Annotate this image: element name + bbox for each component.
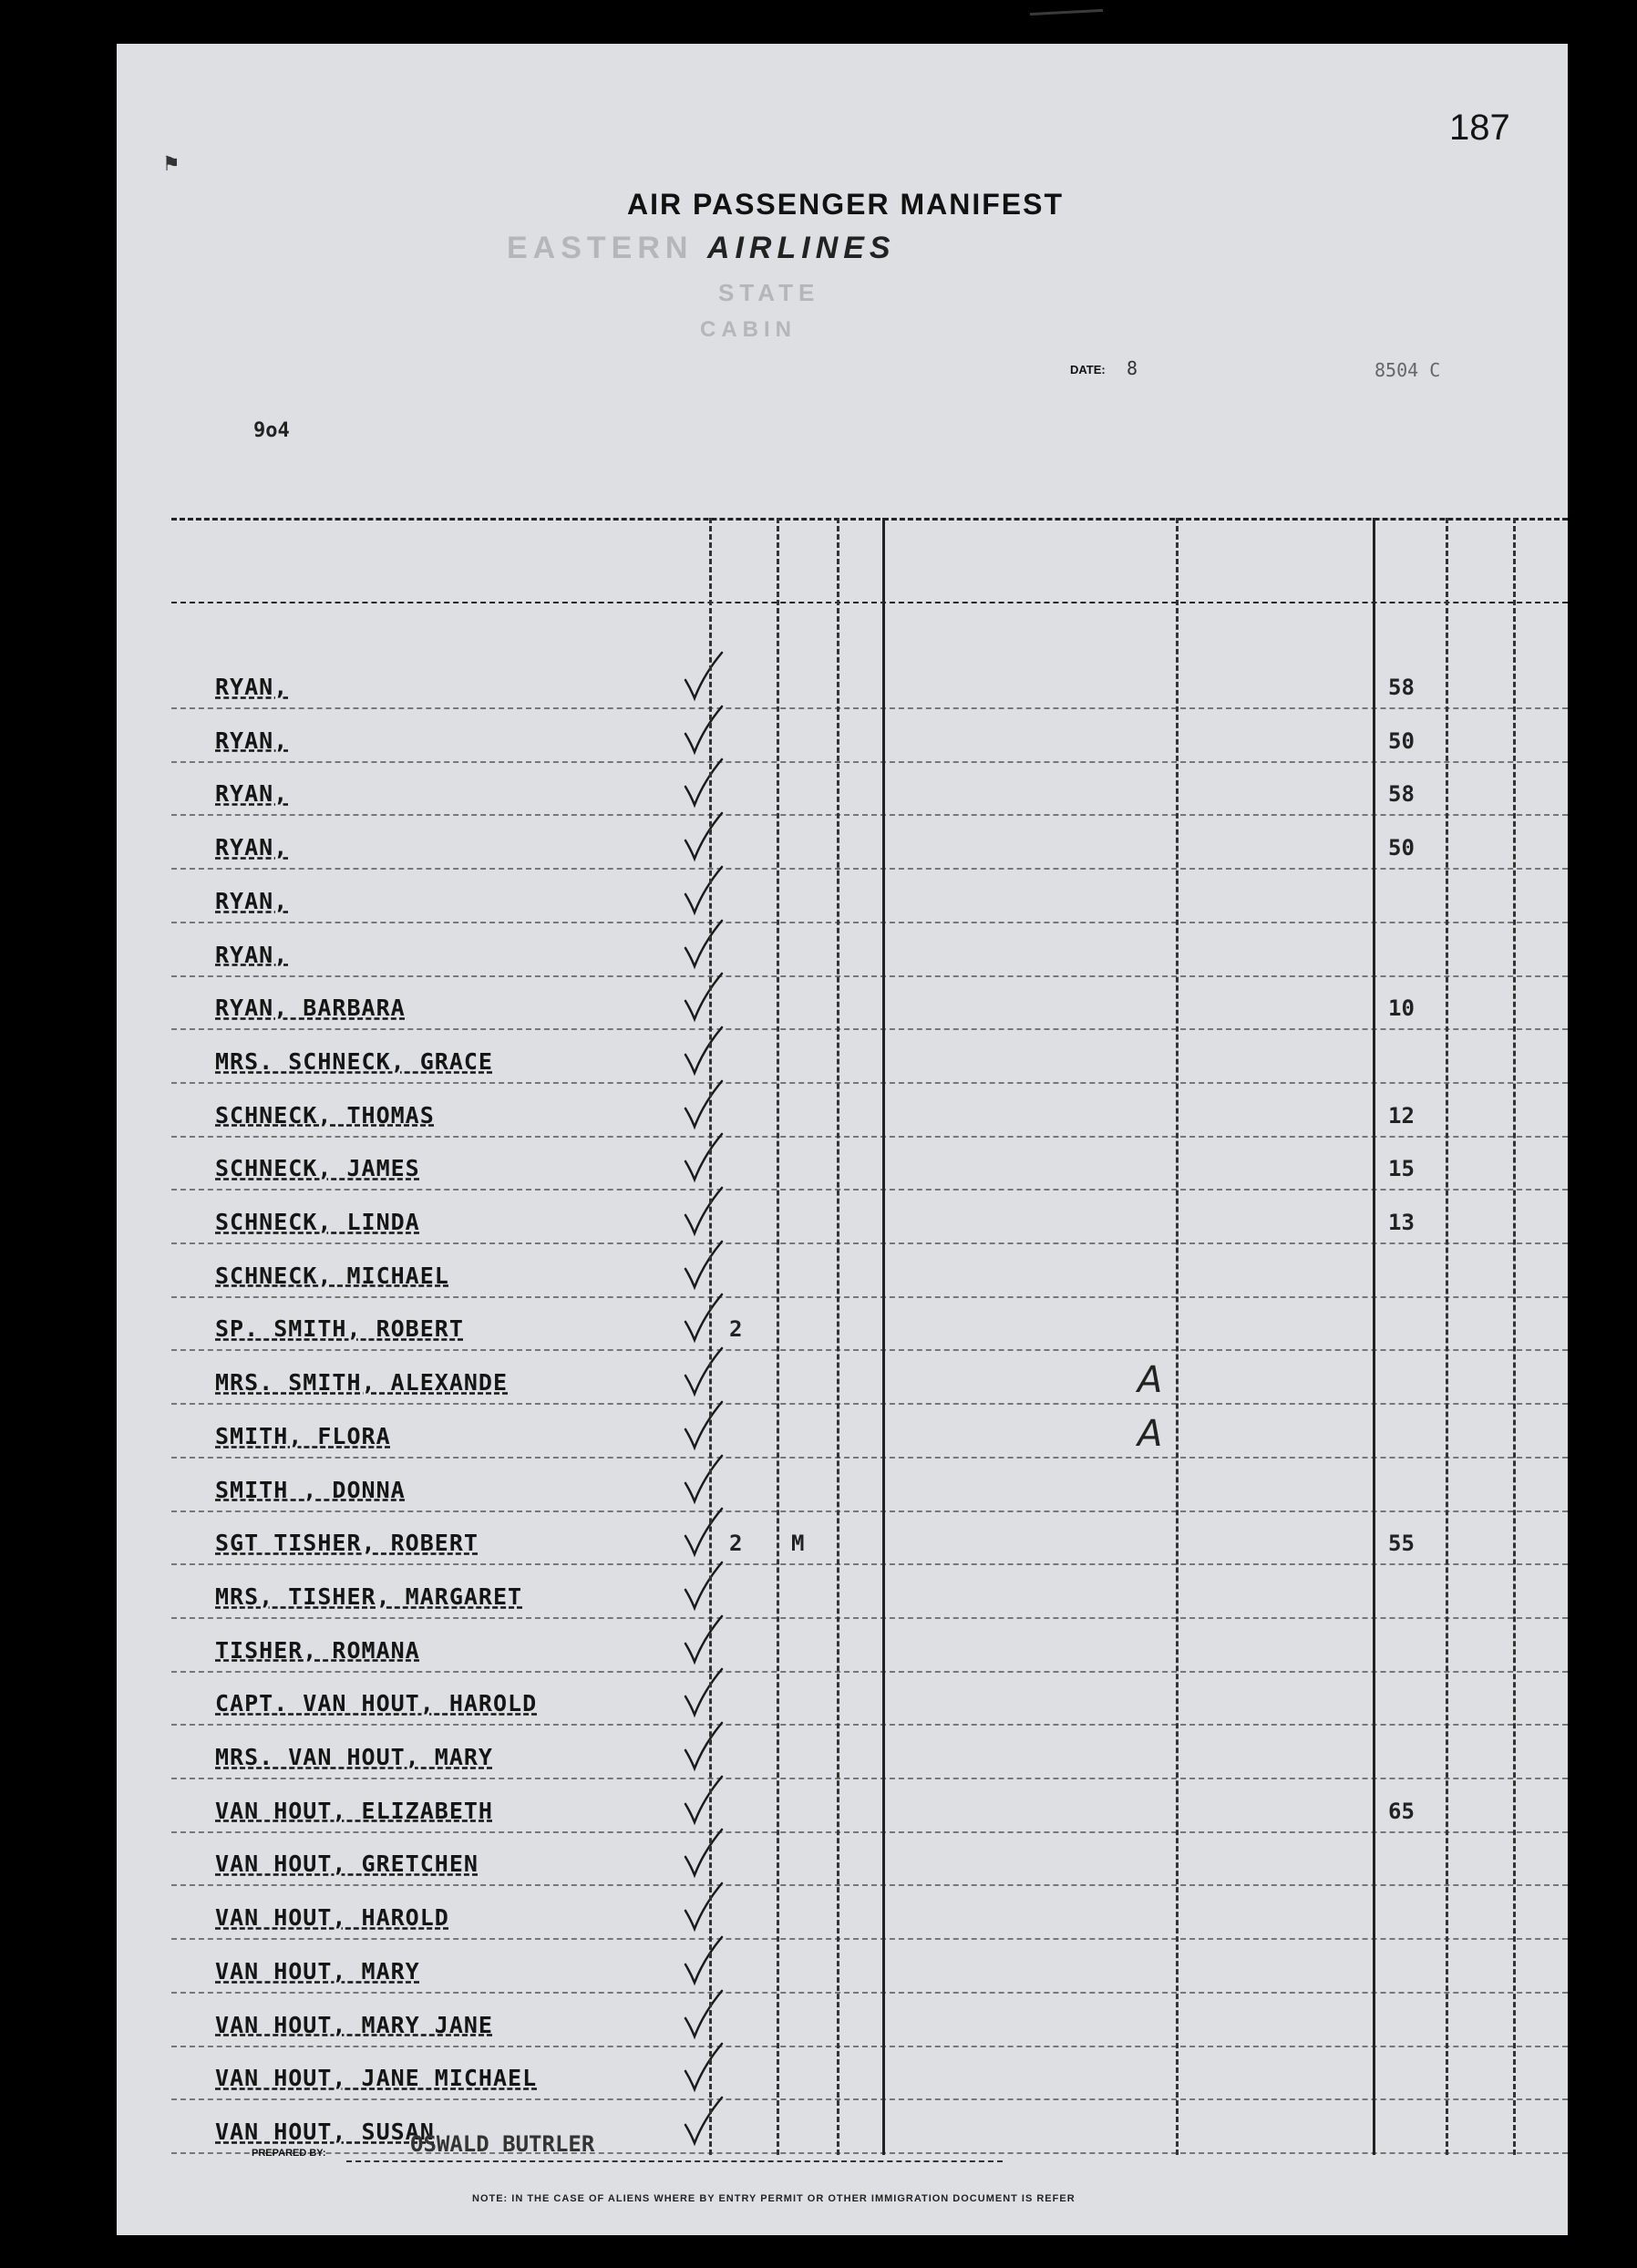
- checkmark-icon: [682, 703, 724, 758]
- table-row: [117, 2047, 1568, 2100]
- checkmark-icon: [682, 970, 724, 1025]
- row-separator: [171, 707, 1568, 709]
- passenger-name: RYAN,: [215, 674, 289, 700]
- table-row: [117, 1620, 1568, 1673]
- row-separator: [171, 868, 1568, 870]
- passenger-sex: M: [791, 1531, 805, 1557]
- handwritten-annotation: A: [1138, 1359, 1163, 1402]
- passenger-name: SMITH , DONNA: [215, 1476, 406, 1503]
- passenger-weight: 12: [1388, 1102, 1415, 1129]
- passenger-name: VAN HOUT, ELIZABETH: [215, 1797, 493, 1824]
- table-row: [117, 1191, 1568, 1244]
- row-separator: [171, 2098, 1568, 2100]
- prepared-by-line: [346, 2160, 1003, 2162]
- manifest-title: AIR PASSENGER MANIFEST: [627, 188, 1064, 221]
- row-separator: [171, 1724, 1568, 1726]
- passenger-weight: 50: [1388, 835, 1415, 861]
- passenger-weight: 58: [1388, 781, 1415, 808]
- checkmark-icon: [682, 1452, 724, 1507]
- row-separator: [171, 1028, 1568, 1030]
- page-number: 187: [1449, 108, 1510, 148]
- checkmark-icon: [682, 1398, 724, 1453]
- column-rule: [882, 518, 885, 2155]
- table-row: [117, 871, 1568, 923]
- table-row: [117, 1512, 1568, 1565]
- table-row: [117, 817, 1568, 870]
- row-separator: [171, 2152, 1568, 2154]
- passenger-weight: 65: [1388, 1798, 1415, 1824]
- row-separator: [171, 975, 1568, 977]
- passenger-name: VAN HOUT, JANE MICHAEL: [215, 2065, 538, 2092]
- passenger-weight: 10: [1388, 995, 1415, 1022]
- row-separator: [171, 1082, 1568, 1084]
- table-row: [117, 2101, 1568, 2154]
- table-row: [117, 1298, 1568, 1351]
- row-separator: [171, 1189, 1568, 1191]
- passenger-age: 2: [729, 1531, 743, 1557]
- table-row: [117, 1673, 1568, 1726]
- passenger-name: MRS. VAN HOUT, MARY: [215, 1744, 493, 1770]
- passenger-name: MRS. SCHNECK, GRACE: [215, 1047, 493, 1075]
- checkmark-icon: [682, 1184, 724, 1239]
- date-label: DATE:: [1070, 363, 1106, 376]
- checkmark-icon: [682, 649, 724, 704]
- row-separator: [171, 1671, 1568, 1673]
- checkmark-icon: [682, 863, 724, 918]
- passenger-name: SGT TISHER, ROBERT: [215, 1530, 479, 1557]
- passenger-name: RYAN,: [215, 727, 289, 754]
- passenger-name: RYAN,: [215, 780, 289, 808]
- row-separator: [171, 1938, 1568, 1940]
- table-row: [117, 1352, 1568, 1405]
- table-row: [117, 1941, 1568, 1994]
- prepared-by-name: OSWALD BUTRLER: [410, 2131, 595, 2157]
- passenger-name: CAPT. VAN HOUT, HAROLD: [215, 1690, 538, 1717]
- row-separator: [171, 1563, 1568, 1565]
- passenger-weight: 58: [1388, 675, 1415, 700]
- checkmark-icon: [682, 1505, 724, 1560]
- checkmark-icon: [682, 1238, 724, 1293]
- date-value: 8: [1127, 357, 1138, 379]
- table-row: [117, 1833, 1568, 1886]
- table-row: [117, 1406, 1568, 1459]
- table-row: [117, 1459, 1568, 1512]
- checkmark-icon: [682, 1719, 724, 1774]
- row-separator: [171, 1617, 1568, 1619]
- passenger-name: TISHER, ROMANA: [215, 1636, 420, 1664]
- checkmark-icon: [682, 1077, 724, 1132]
- airline-faded: EASTERN: [507, 231, 694, 265]
- checkmark-icon: [682, 809, 724, 864]
- passenger-name: VAN HOUT, GRETCHEN: [215, 1850, 479, 1878]
- column-rule: [1446, 518, 1448, 2155]
- passenger-name: VAN HOUT, HAROLD: [215, 1904, 449, 1932]
- passenger-name: VAN HOUT, SUSAN: [215, 2118, 435, 2145]
- row-separator: [171, 1136, 1568, 1138]
- column-rule: [1513, 518, 1516, 2155]
- table-row: [117, 924, 1568, 977]
- row-separator: [171, 1457, 1568, 1459]
- row-separator: [171, 814, 1568, 816]
- passenger-weight: 13: [1388, 1210, 1415, 1235]
- airline-strong: AIRLINES: [706, 231, 896, 265]
- table-row: [117, 763, 1568, 816]
- header-rule-top: [171, 518, 1568, 521]
- checkmark-icon: [682, 917, 724, 972]
- column-rule: [1176, 518, 1179, 2155]
- row-separator: [171, 1242, 1568, 1244]
- row-separator: [171, 2046, 1568, 2047]
- passenger-name: MRS, TISHER, MARGARET: [215, 1582, 523, 1610]
- checkmark-icon: [682, 1773, 724, 1828]
- checkmark-icon: [682, 1345, 724, 1399]
- table-row: [117, 1245, 1568, 1298]
- checkmark-icon: [682, 1024, 724, 1078]
- checkmark-icon: [682, 1665, 724, 1720]
- passenger-name: SMITH, FLORA: [215, 1422, 391, 1449]
- row-separator: [171, 761, 1568, 763]
- checkmark-icon: [682, 1291, 724, 1345]
- passenger-name: SCHNECK, LINDA: [215, 1209, 420, 1235]
- table-header: [171, 518, 1568, 602]
- table-row: [117, 1780, 1568, 1833]
- origin-state: STATE: [718, 279, 820, 306]
- column-rule: [777, 518, 779, 2155]
- passenger-weight: 15: [1388, 1156, 1415, 1182]
- column-rule: [709, 518, 712, 2155]
- column-rule: [837, 518, 839, 2155]
- passenger-name: RYAN,: [215, 941, 289, 968]
- table-row: [117, 1887, 1568, 1940]
- passenger-weight: 55: [1388, 1531, 1415, 1557]
- airline-name: [507, 231, 896, 266]
- passenger-age: 2: [729, 1316, 743, 1343]
- table-row: [117, 977, 1568, 1030]
- flag-icon: ⚑: [162, 152, 180, 175]
- checkmark-icon: [682, 756, 724, 810]
- row-separator: [171, 1349, 1568, 1351]
- checkmark-icon: [682, 2040, 724, 2095]
- checkmark-icon: [682, 1130, 724, 1185]
- row-separator: [171, 922, 1568, 923]
- table-row: [117, 656, 1568, 709]
- passenger-name: SCHNECK, THOMAS: [215, 1101, 435, 1129]
- row-separator: [171, 1510, 1568, 1512]
- table-row: [117, 1727, 1568, 1779]
- passenger-name: SCHNECK, MICHAEL: [215, 1262, 449, 1289]
- table-row: [117, 1031, 1568, 1084]
- checkmark-icon: [682, 2094, 724, 2149]
- passenger-name: MRS. SMITH, ALEXANDE: [215, 1369, 509, 1397]
- header-rule-bottom: [171, 602, 1568, 603]
- passenger-name: RYAN, BARBARA: [215, 995, 406, 1022]
- handwritten-annotation: A: [1138, 1412, 1163, 1455]
- passenger-name: SCHNECK, JAMES: [215, 1155, 420, 1182]
- column-rule: [1373, 518, 1375, 2155]
- agency-header: [162, 153, 381, 175]
- row-separator: [171, 1403, 1568, 1405]
- prepared-by-label: PREPARED BY:: [252, 2148, 326, 2159]
- passenger-name: SP. SMITH, ROBERT: [215, 1315, 464, 1343]
- table-row: [117, 1995, 1568, 2047]
- table-row: [117, 1138, 1568, 1191]
- table-row: [117, 1566, 1568, 1619]
- checkmark-icon: [682, 1559, 724, 1613]
- form-number: 9o4: [253, 419, 290, 442]
- row-separator: [171, 1778, 1568, 1779]
- row-separator: [171, 1296, 1568, 1298]
- checkmark-icon: [682, 1826, 724, 1881]
- table-row: [117, 1085, 1568, 1138]
- manifest-sheet: [117, 44, 1568, 2235]
- passenger-name: RYAN,: [215, 834, 289, 861]
- passenger-name: VAN HOUT, MARY JANE: [215, 2011, 493, 2038]
- passenger-name: VAN HOUT, MARY: [215, 1957, 420, 1984]
- row-separator: [171, 1884, 1568, 1886]
- table-row: [117, 710, 1568, 763]
- row-separator: [171, 1992, 1568, 1994]
- passenger-name: RYAN,: [215, 887, 289, 914]
- passenger-weight: 50: [1388, 727, 1415, 754]
- footer-note: NOTE: IN THE CASE OF ALIENS WHERE BY ENTRY PERMIT OR OTHER IMMIGRATION DOCUMENT IS REFER: [472, 2193, 1076, 2204]
- row-separator: [171, 1831, 1568, 1833]
- checkmark-icon: [682, 1880, 724, 1934]
- checkmark-icon: [682, 1613, 724, 1667]
- flight-number: 8504 C: [1374, 359, 1441, 381]
- checkmark-icon: [682, 1933, 724, 1988]
- cabin-class: CABIN: [700, 317, 797, 342]
- checkmark-icon: [682, 1987, 724, 2042]
- scan-edge: [1030, 9, 1103, 15]
